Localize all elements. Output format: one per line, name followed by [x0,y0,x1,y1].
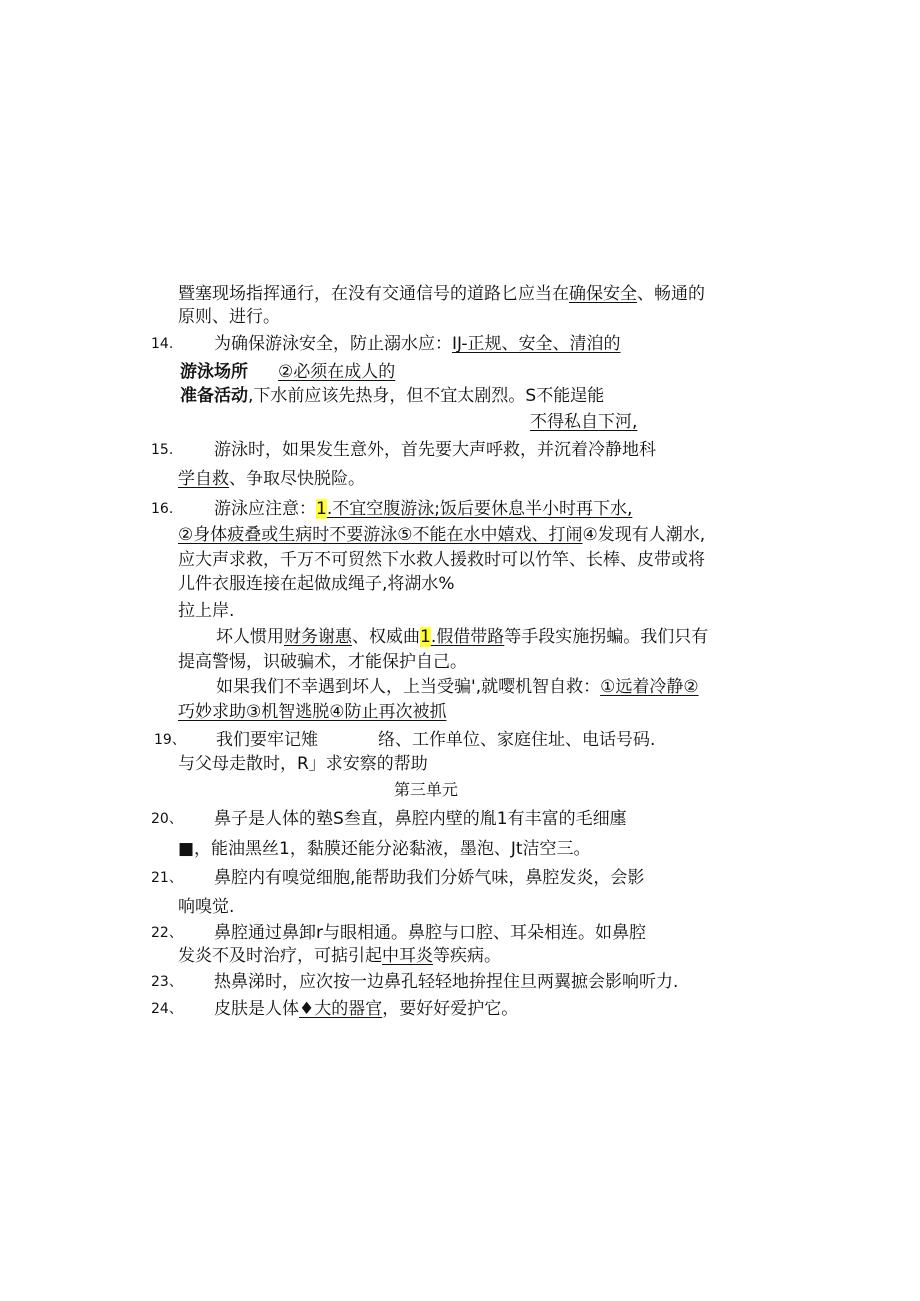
underlined-answer: 确保安全 [569,284,637,304]
text-segment: 、争取尽快脱险。 [229,469,365,489]
underlined-answer: .不宜空腹游泳;饭后要休息半小时再下水, [326,499,633,519]
text-segment: 等疾病。 [433,946,501,966]
section-title: 第三单元 [394,780,459,799]
underlined-answer: ②身体疲叠或生病时不要游泳⑤不能在水中嬉戏、打闹 [178,525,583,545]
text-line: 鼻子是人体的塾S叁直，鼻腔内壁的胤1有丰富的毛细廛 [214,809,627,829]
text-line: 与父母走散时，R」求安察的帮助 [178,754,428,774]
text-line: 我们要牢记雉 [216,730,318,750]
underlined-answer: .假借带路 [430,627,505,647]
text-line [180,361,395,383]
text-segment: ,下水前应该先热身，但不宜太剧烈。S不能逞能 [248,386,605,406]
text-segment: 游泳应注意： [214,499,316,519]
text-line [178,524,705,546]
underlined-answer: 财务谢惠 [284,627,352,647]
text-line: 提高警惕，识破骗术，才能保护自己。 [178,652,467,672]
text-line: 游泳时，如果发生意外，首先要大声呼救，并沉着冷静地科 [214,440,656,460]
underlined-answer: 巧妙求助③机智逃脱④防止再次被抓 [178,702,447,722]
text-segment: ，要好好爱护它。 [382,999,519,1019]
text-line: 应大声求救，千万不可贸然下水救人援救时可以竹竿、长棒、皮带或将 [178,550,705,570]
bold-answer: 游泳场所 [180,362,248,382]
item-number: 19、 [154,732,186,748]
text-segment: 等手段实施拐蝙。我们只有 [504,627,709,647]
item-number: 16. [151,501,174,517]
text-line [178,701,446,723]
text-line: 络、工作单位、家庭住址、电话号码. [378,730,656,750]
highlighted-number: 1 [316,499,327,519]
text-line [180,385,604,407]
text-segment: 暨塞现场指挥通行，在没有交通信号的道路匕应当在 [178,284,569,304]
item-number: 21、 [151,870,183,886]
text-line [216,626,708,648]
text-line: 儿件衣服连接在起做成绳子,将湖水% [178,574,455,594]
underlined-answer: 中耳炎 [382,946,433,966]
item-number: 15. [151,442,174,458]
text-line: 鼻腔通过鼻卸r与眼相通。鼻腔与口腔、耳朵相连。如鼻腔 [214,923,646,943]
bold-answer: 准备活动 [180,386,248,406]
item-number: 14. [151,336,174,352]
text-line: 响嗅觉. [178,897,235,917]
underlined-answer: 不得私自下河, [530,412,638,432]
item-number: 22、 [151,925,183,941]
text-line: 鼻腔内有嗅觉细胞,能帮助我们分娇气味，鼻腔发炎，会影 [214,868,645,888]
text-segment: 如果我们不幸遇到坏人，上当受骗' [216,677,476,697]
text-line [214,498,632,520]
text-line [178,945,501,967]
highlighted-number: 1 [420,627,431,647]
text-segment: ,就嘤机智自救： [475,677,601,697]
underlined-answer: ①远着冷静② [600,677,699,697]
text-segment: ④发现有人潮水, [582,525,706,545]
text-line [178,468,365,490]
text-segment: 皮肤是人体 [214,999,299,1019]
underlined-answer: ②必须在成人的 [278,362,396,382]
text-segment: 为确保游泳安全，防止溺水应： [214,334,452,354]
text-segment: 、权威曲 [352,627,420,647]
text-line [214,333,621,355]
item-number: 23、 [151,974,183,990]
underlined-answer: 学自救 [178,469,229,489]
text-line [216,676,699,698]
text-segment: 发炎不及时治疗，可掂引起 [178,946,382,966]
text-line [214,998,518,1020]
underlined-answer: IJ-正规、安全、清洎的 [452,334,621,354]
text-line [178,283,705,305]
item-number: 20、 [151,811,183,827]
text-line: 原则、进行。 [178,307,280,327]
text-line: 拉上岸. [178,601,235,621]
item-number: 24、 [151,1001,183,1017]
text-line: 热鼻涕时，应次按一边鼻孔轻轻地拚捏住旦两翼摭会影响听力. [214,972,679,992]
text-segment: 坏人惯用 [216,627,284,647]
text-line: ■，能油黑丝1，黏膜还能分泌黏液，墨泡、Jt洁空三。 [178,839,591,859]
text-segment: 、畅通的 [637,284,705,304]
underlined-answer: ♦大的器官 [299,999,383,1019]
